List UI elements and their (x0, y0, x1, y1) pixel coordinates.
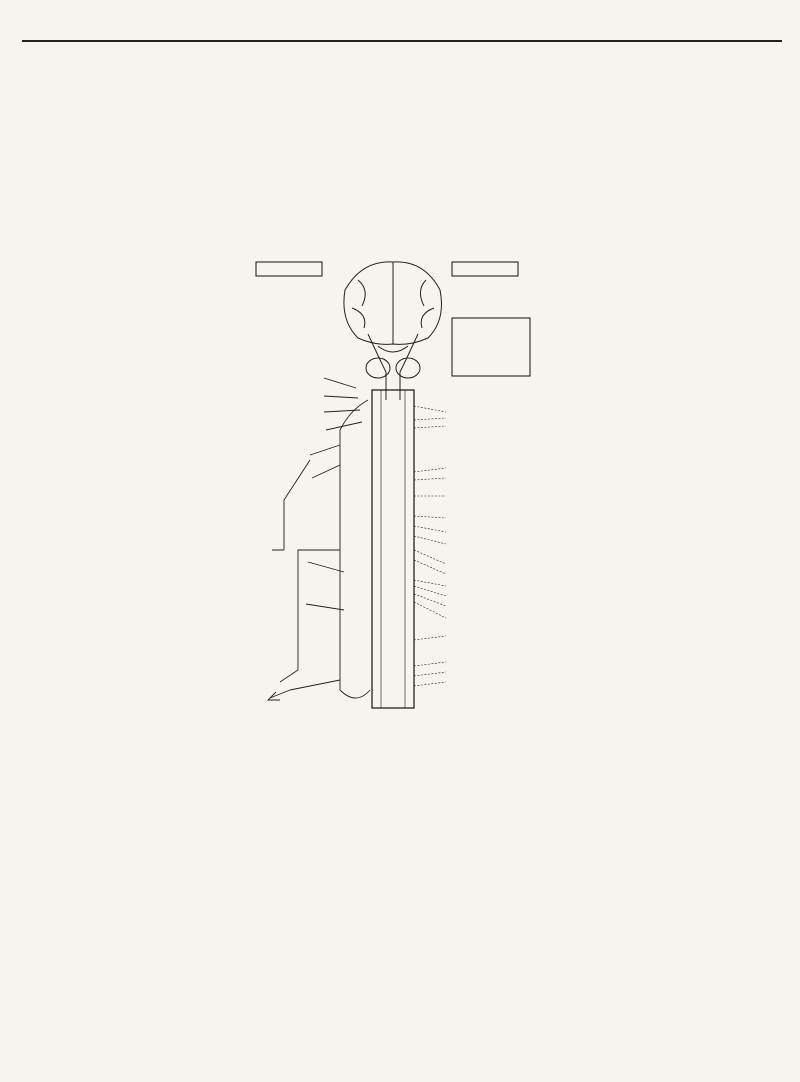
viscerale-box (452, 318, 530, 376)
brain-drawing (344, 262, 442, 400)
column-1 (22, 49, 275, 1079)
sensory-pathways (414, 406, 446, 686)
column-3 (536, 49, 782, 1079)
page-header (22, 14, 782, 38)
sensibilite-box (452, 262, 518, 276)
column-2-top (288, 49, 524, 249)
motor-pathways (268, 378, 370, 700)
figure-nervous-system-diagram (250, 250, 536, 726)
column-2-bottom (288, 738, 524, 1079)
spinal-column (372, 390, 414, 708)
motricite-box (256, 262, 322, 276)
header-rule (22, 40, 782, 42)
diagram-svg (250, 250, 536, 726)
